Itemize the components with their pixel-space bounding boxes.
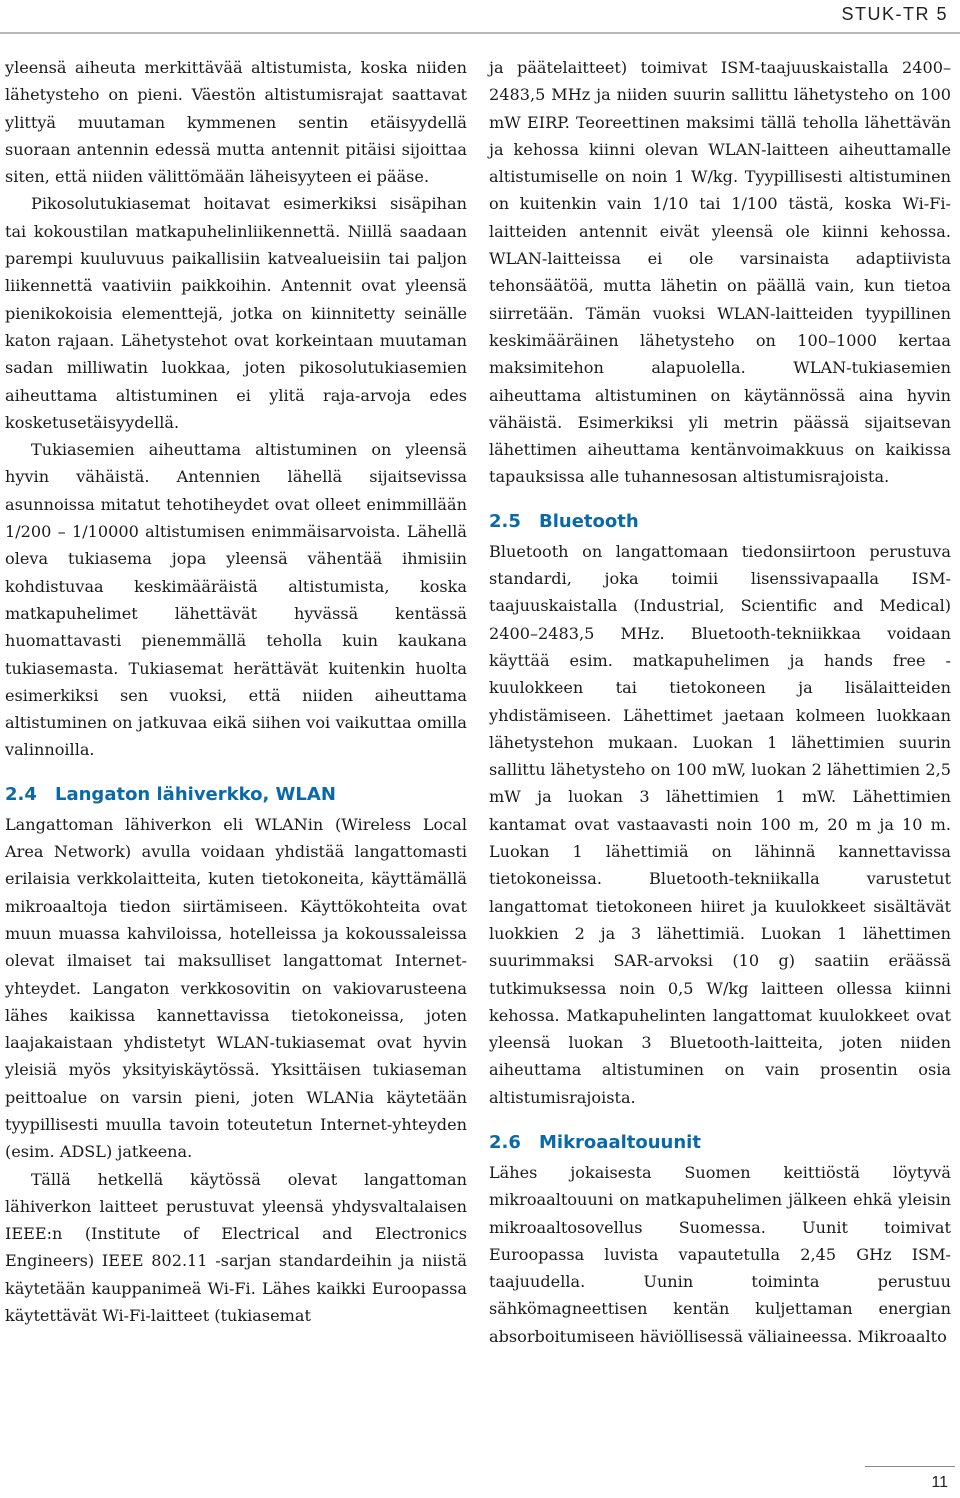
paragraph: ja päätelaitteet) toimivat ISM-taajuuskaistalla 2400–2483,5 MHz ja niiden suurin sallittu lähetysteho on 100 mW EIRP. Teoreettinen maksimi tällä teholla lähettävän ja kehossa kiinni olevan WLAN-laitteen aiheuttamalle altistumiselle on noin 1 W/kg. Tyypillisesti altistuminen on kuitenkin vain 1/10 tai 1/100 tästä, koska Wi-Fi-laitteiden antennit eivät yleensä ole kiinni kehossa. WLAN-laitteissa ei ole varsinaista adaptiivista tehonsäätöä, mutta lähetin on päällä vain, kun tietoa siirretään. Tämän vuoksi WLAN-laitteiden tyypillinen keskimääräinen lähetysteho on 100–1000 kertaa maksimitehon alapuolella. WLAN-tukiasemien aiheuttama altistuminen on käytännössä aina hyvin vähäistä. Esimerkiksi yli metrin päässä sijaitsevan lähettimen aiheuttama kentänvoimakkuus on kaikissa tapauksissa alle tuhannesosan altistumisrajoista.: [489, 58, 951, 487]
section-title: Bluetooth: [539, 510, 639, 532]
header-rule: [0, 32, 960, 34]
paragraph: Lähes jokaisesta Suomen keittiöstä löytyvä mikroaaltouuni on matkapuhelimen jälkeen ehkä yleisin mikroaaltosovellus Suomessa. Uunit toimivat Euroopassa luvista vapautetulla 2,45 GHz ISM-taajuudella. Uunin toiminta perustuu sähkömagneettisen kentän kuljettaman energian absorboitumiseen häviöllisessä väliaineessa. Mikroaalto: [489, 1162, 951, 1346]
section-number: 2.5: [489, 510, 521, 532]
paragraph: Langattoman lähiverkon eli WLANin (Wireless Local Area Network) avulla voidaan yhdistää langattomasti erilaisia verkkolaitteita, kuten tietokoneita, käyttämällä mikroaaltoja tiedon siirtämiseen. Käyttökohteita ovat muun muassa kahviloissa, hotelleissa ja kokoussaleissa olevat ilmaiset tai maksulliset langattomat Internet-yhteydet. Langaton verkkosovitin on vakiovarusteena lähes kaikissa kannettavissa tietokoneissa, joten laajakaistaan yhdistetyt WLAN-tukiasemat ovat hyvin yleisiä myös yksityiskäytössä. Yksittäisen tukiaseman peittoalue on varsin pieni, joten WLANia käytetään tyypillisesti muulla tavoin toteutetun Internet-yhteyden (esim. ADSL) jatkeena.: [5, 814, 467, 1162]
section-number: 2.4: [5, 783, 37, 805]
section-heading-2-4: [5, 781, 467, 809]
paragraph: yleensä aiheuta merkittävää altistumista, koska niiden lähetysteho on pieni. Väestön altistumisrajat saattavat ylittyä muutaman kymmenen sentin etäisyydellä suoraan antennin edessä mutta antennit pitäisi sijoittaa siten, että niiden välittömään läheisyyteen ei pääse.: [5, 58, 467, 187]
section-title: Langaton lähiverkko, WLAN: [55, 783, 336, 805]
footer-rule: [865, 1466, 955, 1467]
paragraph: Bluetooth on langattomaan tiedonsiirtoon perustuva standardi, joka toimii lisenssivapaalla ISM-taajuuskaistalla (Industrial, Scientific and Medical) 2400–2483,5 MHz. Bluetooth-tekniikkaa voidaan käyttää esim. matkapuhelimen ja hands free -kuulokkeen tai tietokoneen ja lisälaitteiden yhdistämiseen. Lähettimet jaetaan kolmeen luokkaan lähetystehon mukaan. Luokan 1 lähettimien suurin sallittu lähetysteho on 100 mW, luokan 2 lähettimien 2,5 mW ja luokan 3 lähettimien 1 mW. Lähettimien kantamat ovat vastaavasti noin 100 m, 20 m ja 10 m. Luokan 1 lähettimiä on lähinnä kannettavissa tietokoneissa. Bluetooth-tekniikalla varustetut langattomat tietokoneen hiiret ja kuulokkeet sisältävät luokkien 2 ja 3 lähettimiä. Luokan 1 lähettimen suurimmaksi SAR-arvoksi (10 g) saatiin eräässä tutkimuksessa noin 0,5 W/kg laitteen ollessa kiinni kehossa. Matkapuhelinten langattomat kuulokkeet ovat yleensä luokan 3 Bluetooth-laitteita, joten niiden aiheuttama altistuminen on vain prosentin osia altistumisrajoista.: [489, 541, 951, 1107]
report-id: STUK-TR 5: [841, 4, 948, 24]
paragraph: Tukiasemien aiheuttama altistuminen on yleensä hyvin vähäistä. Antennien lähellä sijaitsevissa asunnoissa mitatut tehotiheydet ovat olleet enimmillään 1/200 – 1/10000 altistumisen enimmäisarvoista. Lähellä oleva tukiasema jopa yleensä vähentää ihmisiin kohdistuvaa keskimääräistä altistumista, koska matkapuhelimet lähettävät hyvässä kentässä huomattavasti pienemmällä teholla kuin kaukana tukiasemasta. Tukiasemat herättävät kuitenkin huolta esimerkiksi sen vuoksi, että niiden aiheuttama altistuminen on jatkuvaa eikä siihen voi vaikuttaa omilla valinnoilla.: [5, 440, 467, 760]
section-heading-2-6: [489, 1129, 951, 1157]
right-column: [489, 54, 951, 1350]
paragraph: Tällä hetkellä käytössä olevat langattoman lähiverkon laitteet perustuvat yleensä yhdysvaltalaisen IEEE:n (Institute of Electrical and Electronics Engineers) IEEE 802.11 -sarjan standardeihin ja niistä käytetään kauppanimeä Wi-Fi. Lähes kaikki Euroopassa käytettävät Wi-Fi-laitteet (tukiasemat: [5, 1169, 467, 1326]
section-number: 2.6: [489, 1131, 521, 1153]
paragraph: Pikosolutukiasemat hoitavat esimerkiksi sisäpihan tai kokoustilan matkapuhelinliikennettä. Niillä saadaan parempi kuuluvuus paikallisiin katvealueisiin tai paljon liikennettä vaativiin paikkoihin. Antennit ovat yleensä pienikokoisia elementtejä, jotka on kiinnitetty seinälle katon rajaan. Lähetystehot ovat korkeintaan muutaman sadan milliwatin luokkaa, joten pikosolutukiasemien aiheuttama altistuminen ei ylitä raja-arvoja edes kosketusetäisyydellä.: [5, 194, 467, 432]
left-column: [5, 54, 467, 1329]
section-heading-2-5: [489, 508, 951, 536]
page-number: 11: [931, 1474, 948, 1491]
section-title: Mikroaaltouunit: [539, 1131, 701, 1153]
